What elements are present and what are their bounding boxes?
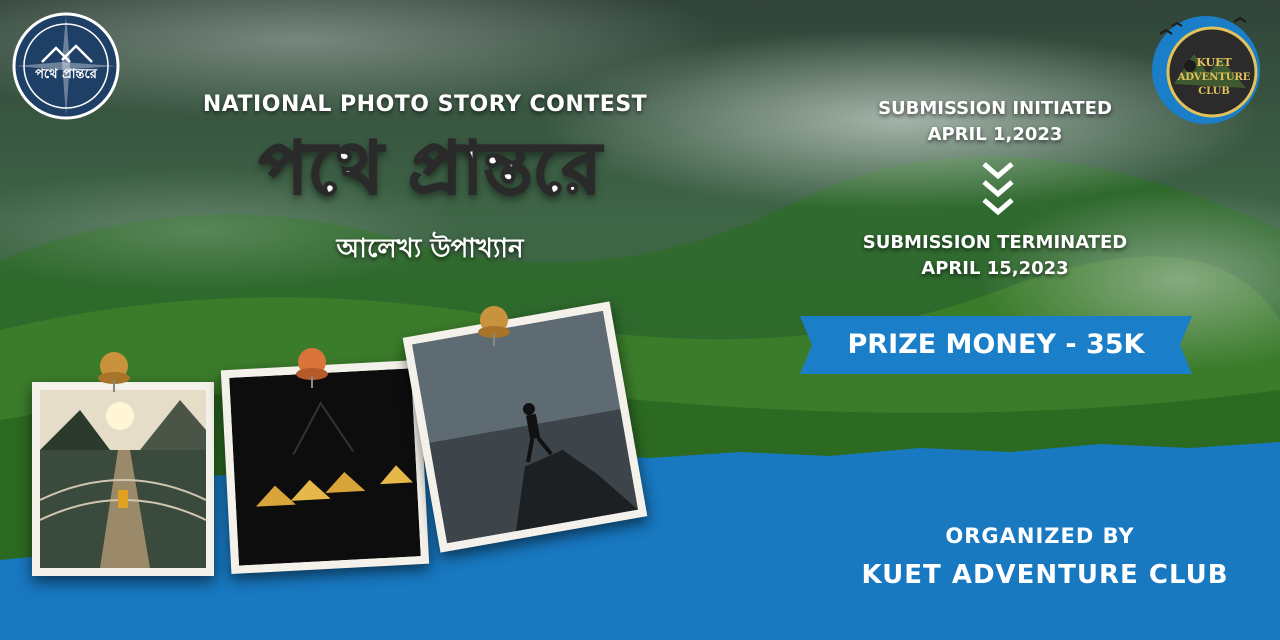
- photo-hiker-cliff: [403, 301, 648, 552]
- organized-by-label: ORGANIZED BY: [945, 524, 1135, 548]
- contest-title: NATIONAL PHOTO STORY CONTEST: [202, 92, 648, 117]
- initiated-date: APRIL 1,2023: [927, 124, 1063, 145]
- hiker-image: [412, 311, 638, 544]
- logo-right-line1: KUET: [1196, 56, 1232, 69]
- pushpin-icon: [474, 304, 514, 348]
- logo-left-text: পথে প্রান্তরে: [35, 67, 97, 82]
- logo-right-line2: ADVENTURE: [1177, 72, 1251, 83]
- organizer-name: KUET ADVENTURE CLUB: [861, 560, 1229, 590]
- pushpin-icon: [94, 350, 134, 394]
- prize-money-text: PRIZE MONEY - 35K: [847, 329, 1145, 360]
- bangla-subtitle: আলেখ্য উপাখ্যান: [336, 234, 524, 264]
- contest-logo: [12, 12, 120, 120]
- initiated-label: SUBMISSION INITIATED: [878, 98, 1112, 119]
- club-logo: [1150, 14, 1262, 126]
- logo-right-line3: CLUB: [1198, 86, 1230, 97]
- bridge-image: [40, 390, 206, 568]
- bangla-title: পথে প্রান্তরে: [258, 126, 602, 210]
- photo-tents-night: [221, 360, 429, 574]
- submission-initiated: [840, 96, 1150, 148]
- terminated-date: APRIL 15,2023: [921, 258, 1069, 279]
- tents-image: [229, 368, 421, 565]
- terminated-label: SUBMISSION TERMINATED: [862, 232, 1128, 253]
- submission-terminated: [840, 230, 1150, 282]
- pushpin-icon: [292, 346, 332, 390]
- photo-suspension-bridge: [32, 382, 214, 576]
- chevron-down-icon: [968, 158, 1028, 220]
